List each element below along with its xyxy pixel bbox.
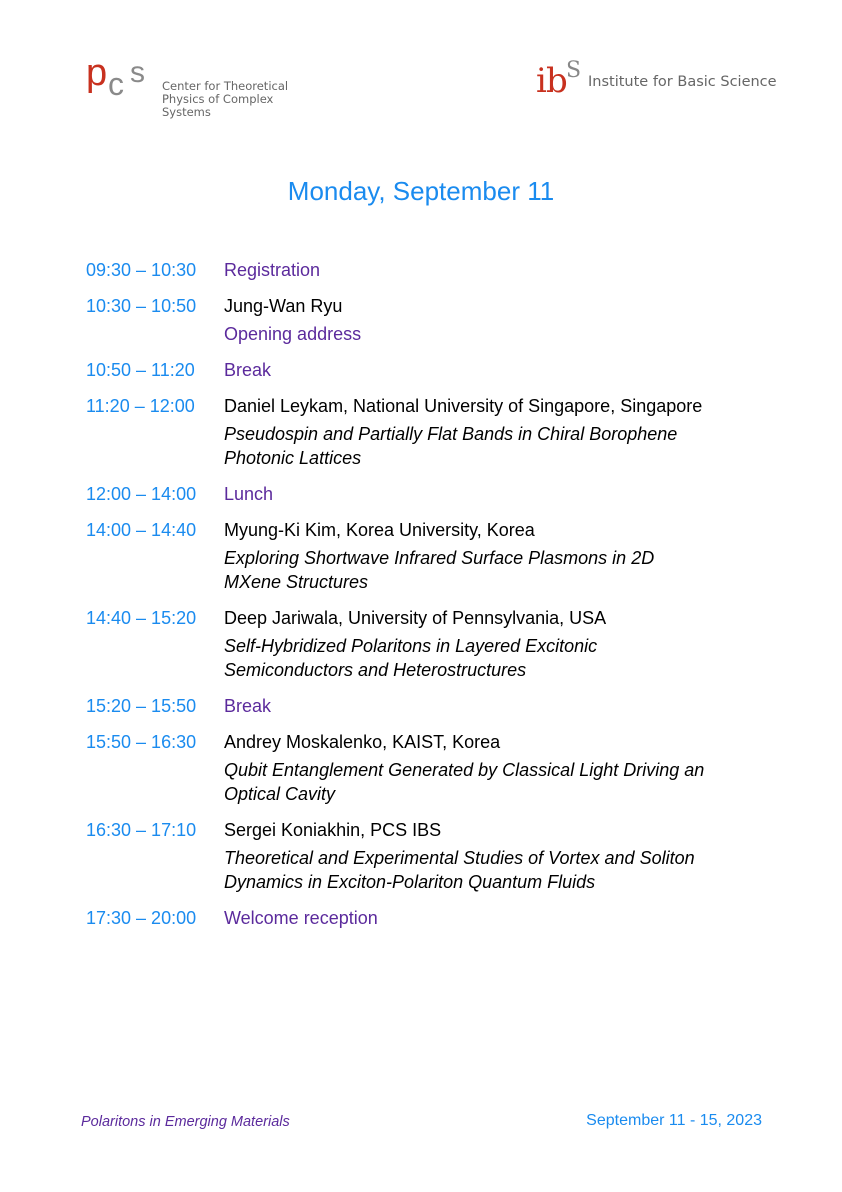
talk-title-line: Semiconductors and Heterostructures: [224, 660, 527, 680]
talk-title-line: Dynamics in Exciton-Polariton Quantum Fluids: [224, 872, 596, 892]
ibs-logo-letter-b: b: [546, 61, 568, 101]
talk-title-line: Theoretical and Experimental Studies of Vortex and Soliton: [224, 848, 695, 868]
talk-title-line: Qubit Entanglement Generated by Classical Light Driving an: [224, 760, 705, 780]
talk-title: [224, 846, 786, 894]
ibs-logo-letter-s: S: [566, 58, 582, 83]
schedule-row: [86, 394, 786, 470]
ibs-logo: [536, 58, 777, 104]
speaker: Daniel Leykam, National University of Singapore, Singapore: [224, 396, 703, 416]
talk-title-line: Exploring Shortwave Infrared Surface Plasmons in 2D: [224, 548, 655, 568]
session-label: Welcome reception: [224, 908, 378, 928]
session-label: Registration: [224, 260, 321, 280]
talk-title: [224, 758, 786, 806]
speaker: Myung-Ki Kim, Korea University, Korea: [224, 520, 535, 540]
schedule-row: [86, 606, 786, 682]
pcs-logo-line1: Center for Theoretical: [162, 79, 289, 93]
ibs-logo-letter-i: i: [536, 61, 547, 101]
talk-title-line: Self-Hybridized Polaritons in Layered Excitonic: [224, 636, 598, 656]
talk-title-line: Optical Cavity: [224, 784, 336, 804]
schedule-row: [86, 730, 786, 806]
time-slot: 14:00 – 14:40: [86, 520, 197, 540]
pcs-logo-line2: Physics of Complex Systems: [162, 92, 274, 119]
talk-title: [224, 546, 786, 594]
time-slot: 10:50 – 11:20: [86, 360, 195, 380]
entry-content: [224, 358, 786, 382]
schedule-row: [86, 818, 786, 894]
pcs-logo-letter-s: s: [130, 56, 145, 89]
schedule-row: [86, 694, 786, 718]
entry-content: [224, 482, 786, 506]
pcs-logo-mark: [86, 54, 158, 104]
time-slot: 15:20 – 15:50: [86, 696, 197, 716]
entry-content: [224, 818, 786, 894]
time-slot: 16:30 – 17:10: [86, 820, 197, 840]
pcs-logo: [86, 52, 316, 119]
schedule-row: [86, 518, 786, 594]
entry-content: [224, 258, 786, 282]
session-label: Opening address: [224, 324, 362, 344]
entry-content: [224, 518, 786, 594]
time-slot: 11:20 – 12:00: [86, 396, 195, 416]
session-label: Break: [224, 360, 272, 380]
schedule-row: [86, 358, 786, 382]
speaker: Deep Jariwala, University of Pennsylvania, USA: [224, 608, 607, 628]
time-slot: 10:30 – 10:50: [86, 296, 197, 316]
pcs-logo-text: [162, 80, 316, 119]
footer-event-name: Polaritons in Emerging Materials: [81, 1114, 290, 1130]
time-slot: 09:30 – 10:30: [86, 260, 197, 280]
pcs-logo-letter-p: p: [86, 52, 108, 94]
time-slot: 15:50 – 16:30: [86, 732, 197, 752]
time-slot: 14:40 – 15:20: [86, 608, 197, 628]
time-slot: 17:30 – 20:00: [86, 908, 197, 928]
schedule-row: [86, 906, 786, 930]
talk-title-line: Photonic Lattices: [224, 448, 362, 468]
session-label: Lunch: [224, 484, 274, 504]
entry-content: [224, 694, 786, 718]
talk-title: [224, 634, 786, 682]
entry-content: [224, 906, 786, 930]
pcs-logo-letter-c: c: [108, 66, 124, 102]
footer-event-dates: September 11 - 15, 2023: [586, 1112, 762, 1129]
session-label: Break: [224, 696, 272, 716]
speaker: Jung-Wan Ryu: [224, 296, 343, 316]
schedule-row: [86, 482, 786, 506]
schedule-row: [86, 258, 786, 282]
talk-title: [224, 422, 786, 470]
entry-content: [224, 606, 786, 682]
entry-content: [224, 730, 786, 806]
ibs-logo-text: Institute for Basic Science: [588, 74, 777, 90]
schedule: [86, 258, 786, 942]
time-slot: 12:00 – 14:00: [86, 484, 197, 504]
ibs-logo-mark: [536, 60, 586, 104]
talk-title-line: MXene Structures: [224, 572, 369, 592]
speaker: Sergei Koniakhin, PCS IBS: [224, 820, 442, 840]
entry-content: [224, 394, 786, 470]
page-title: Monday, September 11: [287, 176, 555, 206]
entry-content: [224, 294, 786, 346]
schedule-row: [86, 294, 786, 346]
talk-title-line: Pseudospin and Partially Flat Bands in Chiral Borophene: [224, 424, 678, 444]
speaker: Andrey Moskalenko, KAIST, Korea: [224, 732, 501, 752]
